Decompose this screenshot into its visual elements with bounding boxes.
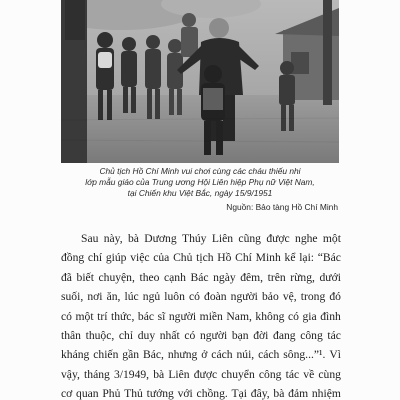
- body-word: cách: [211, 348, 233, 362]
- body-word: giúp: [105, 251, 127, 265]
- photo-source: Nguồn: Bảo tàng Hồ Chí Minh: [226, 202, 338, 212]
- body-word: “Bác: [317, 251, 341, 265]
- body-word: theo: [139, 270, 160, 284]
- body-word: Dương: [144, 232, 177, 245]
- body-word: nhưng: [167, 348, 198, 362]
- body-word: chuyện,: [98, 270, 135, 284]
- body-word: Bác: [190, 270, 209, 284]
- body-word: sông...”¹.: [283, 348, 326, 362]
- body-line: [61, 365, 341, 384]
- caption-line: lớp mẫu giáo của Trung ương Hội Liên hiệp Phụ nữ Việt Nam,: [85, 177, 315, 188]
- body-word: duy: [137, 328, 156, 342]
- body-word: nghe: [295, 232, 318, 245]
- body-word: tác: [327, 328, 341, 342]
- body-word: nhiệm: [311, 387, 341, 400]
- body-word: đảm: [288, 387, 309, 400]
- body-word: 3/1949,: [113, 367, 150, 381]
- body-word: chiến: [93, 348, 119, 362]
- body-word: đồng: [61, 251, 85, 265]
- body-line: [61, 326, 341, 345]
- body-word: Thủ: [124, 387, 143, 400]
- body-word: có: [61, 309, 72, 323]
- body-word: có: [188, 290, 200, 304]
- body-word: Bác,: [142, 348, 164, 362]
- body-word: việc: [130, 251, 150, 265]
- body-word: nhất: [159, 328, 180, 342]
- body-word: về: [303, 367, 315, 381]
- body-line: [61, 384, 341, 400]
- body-word: cạnh: [164, 270, 186, 284]
- body-word: Thúy: [182, 232, 207, 245]
- body-word: thuộc,: [85, 328, 115, 342]
- body-word: có: [184, 328, 196, 342]
- body-word: ăn,: [106, 290, 121, 304]
- body-word: này,: [103, 232, 123, 245]
- body-word: bà: [127, 232, 139, 245]
- body-word: Chủ: [173, 251, 193, 265]
- body-word: cùng: [318, 367, 341, 381]
- body-word: tịch: [196, 251, 214, 265]
- body-word: cơ: [61, 387, 73, 400]
- body-word: đã: [61, 270, 72, 284]
- body-word: bạn: [231, 328, 249, 342]
- body-word: ngày: [213, 270, 236, 284]
- body-word: Hồ: [217, 251, 232, 265]
- body-word: thức,: [111, 309, 135, 323]
- body-word: Liên: [168, 367, 190, 381]
- body-word: chỉ: [118, 328, 134, 342]
- historical-photo: [61, 0, 339, 163]
- body-line: [61, 229, 341, 248]
- body-word: rừng,: [290, 270, 315, 284]
- body-word: chồng.: [196, 387, 228, 400]
- body-word: người: [168, 309, 197, 323]
- body-word: ở: [201, 348, 208, 362]
- body-word: Chí: [235, 251, 252, 265]
- body-word: đó: [329, 290, 341, 304]
- body-word: đời: [253, 328, 269, 342]
- body-word: đang: [273, 328, 296, 342]
- photo-scene: [61, 0, 339, 163]
- body-word: người: [199, 328, 228, 342]
- body-line: [61, 268, 341, 287]
- body-word: thân: [61, 328, 81, 342]
- body-word: gần: [122, 348, 140, 362]
- body-word: với: [177, 387, 193, 400]
- body-word: luôn: [164, 290, 185, 304]
- body-word: đêm,: [240, 270, 264, 284]
- body-word: núi,: [236, 348, 255, 362]
- body-word: gia: [302, 309, 317, 323]
- body-word: được: [266, 232, 290, 245]
- body-word: Minh: [255, 251, 281, 265]
- body-word: bà: [273, 387, 285, 400]
- body-word: lại:: [299, 251, 315, 265]
- body-word: được: [193, 367, 218, 381]
- body-word: Tại: [231, 387, 247, 400]
- body-word: một: [322, 232, 341, 245]
- body-word: chí: [87, 251, 103, 265]
- body-word: Vì: [329, 348, 341, 362]
- body-word: tháng: [84, 367, 110, 381]
- body-word: nơi: [87, 290, 103, 304]
- body-word: Sau: [81, 232, 99, 245]
- photo-caption: [60, 166, 340, 200]
- body-word: suối,: [61, 290, 84, 304]
- body-word: công: [300, 328, 323, 342]
- body-line: [61, 307, 341, 326]
- body-word: Phủ: [102, 387, 121, 400]
- caption-line: tại Chiến khu Việt Bắc, ngày 15/9/1951: [127, 188, 273, 199]
- body-word: trí: [97, 309, 108, 323]
- body-word: cũng: [238, 232, 261, 245]
- caption-line: Chủ tịch Hồ Chí Minh vui chơi cùng các cháu thiếu nhi: [99, 166, 301, 176]
- body-word: trên: [267, 270, 286, 284]
- body-word: vệ,: [282, 290, 297, 304]
- body-word: đoàn: [204, 290, 227, 304]
- body-word: cách: [258, 348, 280, 362]
- body-word: đình: [320, 309, 341, 323]
- body-text: [61, 229, 341, 400]
- body-word: biết: [76, 270, 94, 284]
- body-word: tác: [285, 367, 300, 381]
- body-word: sĩ: [157, 309, 166, 323]
- body-word: người: [230, 290, 258, 304]
- body-word: chuyển: [221, 367, 255, 381]
- body-word: của: [153, 251, 170, 265]
- body-word: công: [258, 367, 282, 381]
- body-word: bà: [153, 367, 165, 381]
- body-word: tướng: [146, 387, 174, 400]
- body-word: kháng: [61, 348, 90, 362]
- body-word: một: [75, 309, 94, 323]
- body-word: có: [287, 309, 299, 323]
- body-line: [61, 345, 341, 364]
- body-word: trong: [300, 290, 326, 304]
- body-word: đây,: [250, 387, 270, 400]
- body-line: [61, 248, 341, 267]
- body-word: bác: [137, 309, 155, 323]
- body-word: Liên: [211, 232, 234, 245]
- body-word: lúc: [124, 290, 139, 304]
- body-word: dưới: [319, 270, 341, 284]
- body-word: kể: [284, 251, 296, 265]
- body-word: miền: [199, 309, 223, 323]
- body-word: ngủ: [142, 290, 161, 304]
- body-line: [61, 287, 341, 306]
- body-word: vậy,: [61, 367, 80, 381]
- body-word: Nam,: [226, 309, 252, 323]
- body-word: bảo: [262, 290, 279, 304]
- body-word: không: [255, 309, 285, 323]
- body-word: quan: [76, 387, 99, 400]
